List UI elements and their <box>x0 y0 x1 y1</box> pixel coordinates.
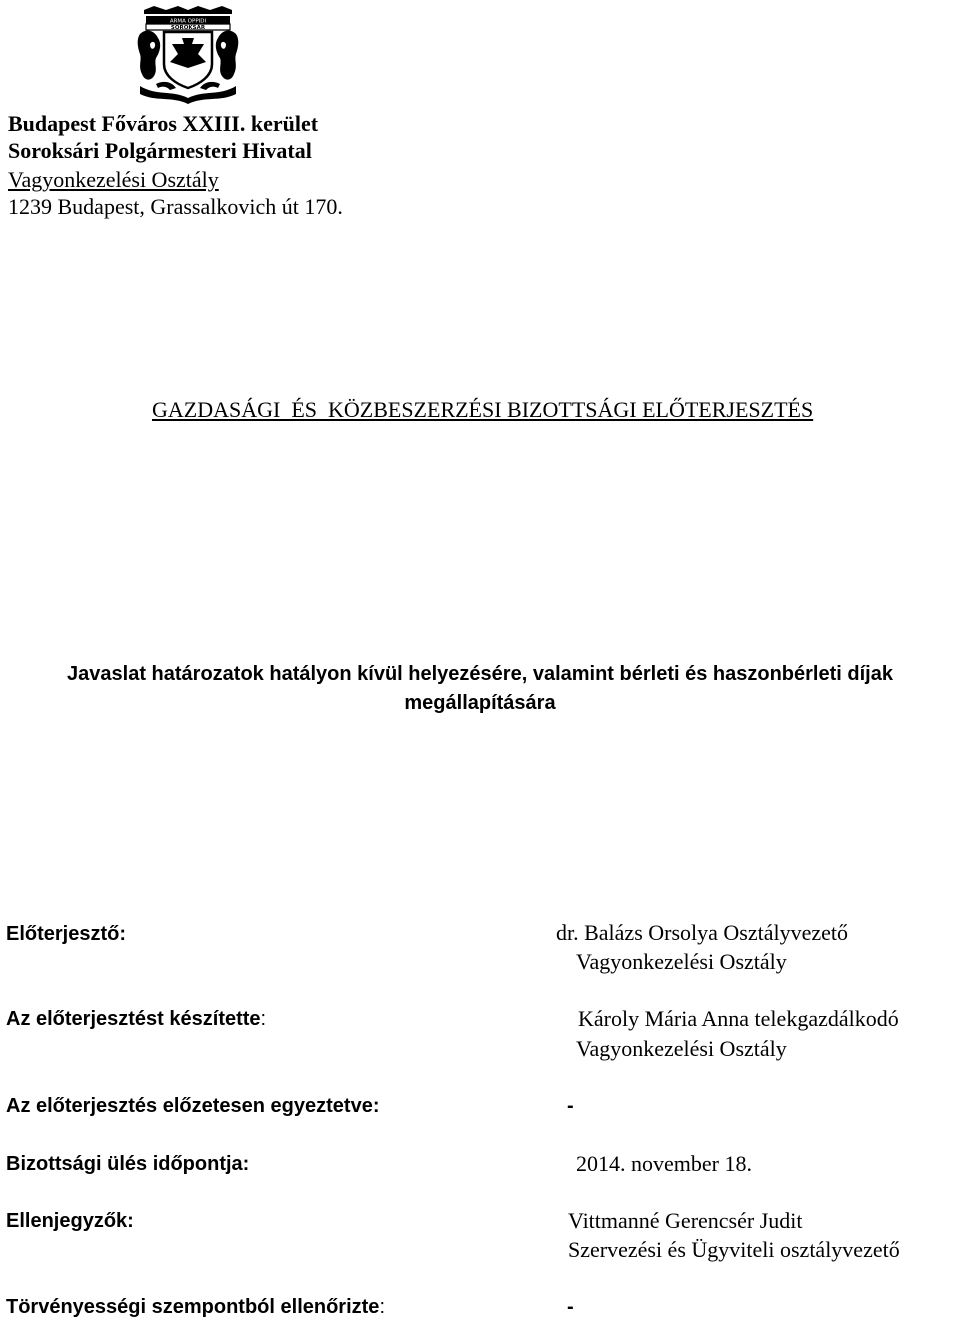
keszitette-label-colon: : <box>260 1008 267 1030</box>
torvenyesseg-label-colon: : <box>379 1296 385 1318</box>
eloterjeszto-label: Előterjesztő: <box>6 923 127 945</box>
document-title: GAZDASÁGI ÉS KÖZBESZERZÉSI BIZOTTSÁGI ELŐTERJESZTÉS <box>152 397 814 422</box>
header-address: 1239 Budapest, Grassalkovich út 170. <box>8 194 343 219</box>
keszitette-label <box>6 1008 266 1031</box>
coat-of-arms-logo <box>136 4 240 104</box>
keszitette-value-line1: Károly Mária Anna telekgazdálkodó <box>578 1006 899 1031</box>
ellenjegyzok-label: Ellenjegyzők: <box>6 1210 134 1232</box>
torvenyesseg-label <box>6 1296 385 1319</box>
torvenyesseg-label-text: Törvényességi szempontból ellenőrizte <box>6 1296 380 1318</box>
svg-text:SOROKSÁR: SOROKSÁR <box>170 25 206 31</box>
ellenjegyzok-value-line1: Vittmanné Gerencsér Judit <box>568 1208 803 1233</box>
ules-idopont-value: 2014. november 18. <box>576 1151 752 1176</box>
torvenyesseg-value: - <box>567 1296 574 1318</box>
ellenjegyzok-value-line2: Szervezési és Ügyviteli osztályvezető <box>568 1237 900 1262</box>
subject-line2: megállapítására <box>404 692 556 714</box>
keszitette-label-text: Az előterjesztést készítette <box>6 1008 261 1030</box>
egyeztetve-value: - <box>567 1095 574 1117</box>
keszitette-value-line2: Vagyonkezelési Osztály <box>576 1036 787 1061</box>
subject-line1: Javaslat határozatok hatályon kívül helyezésére, valamint bérleti és haszonbérleti díjak <box>67 663 893 685</box>
eloterjeszto-value-line2: Vagyonkezelési Osztály <box>576 949 787 974</box>
ules-idopont-label: Bizottsági ülés időpontja: <box>6 1153 250 1175</box>
header-institution-line2: Soroksári Polgármesteri Hivatal <box>8 138 312 163</box>
svg-text:ARMA OPPIDI: ARMA OPPIDI <box>169 18 207 25</box>
egyeztetve-label: Az előterjesztés előzetesen egyeztetve: <box>6 1095 380 1117</box>
eloterjeszto-value-line1: dr. Balázs Orsolya Osztályvezető <box>556 920 849 945</box>
header-institution-line1: Budapest Főváros XXIII. kerület <box>8 111 319 136</box>
header-department: Vagyonkezelési Osztály <box>8 167 219 192</box>
